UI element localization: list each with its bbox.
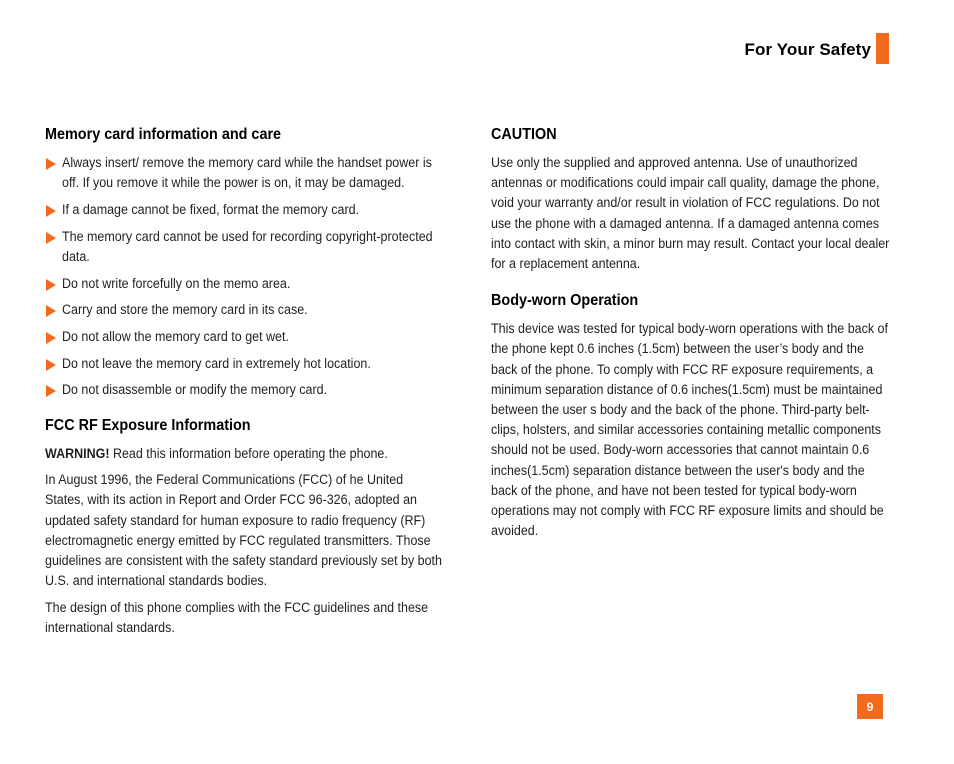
list-item: Do not disassemble or modify the memory card.	[45, 380, 445, 400]
page-header-title: For Your Safety	[744, 40, 871, 59]
triangle-bullet-icon	[46, 385, 56, 397]
caution-body: Use only the supplied and approved antenna. Use of unauthorized antennas or modifications could impair call quality, damage the phone, void your warranty and/or result in violation of FCC regulations. Do not use the phone with a damaged antenna. If a damaged antenna comes into contact with skin, a minor burn may result. Contact your local dealer for a replacement antenna.	[491, 155, 890, 273]
fcc-paragraph-2: The design of this phone complies with the FCC guidelines and these international standards.	[45, 599, 429, 637]
list-item: Carry and store the memory card in its case.	[45, 300, 445, 320]
warning-paragraph	[45, 444, 445, 464]
triangle-bullet-icon	[46, 205, 56, 217]
body-worn-body: This device was tested for typical body-worn operations with the back of the phone kept 0.6 inches (1.5cm) between the user’s body and the back of the phone. To comply with FCC RF exposure requirements, a minimum separation distance of 0.6 inches(1.5cm) must be maintained between the user s body and the back of the phone. Third-party belt-clips, holsters, and similar accessories containing metallic components should not be used. Body-worn accessories that cannot maintain 0.6 inches(1.5cm) separation distance between the user's body and the back of the phone, and have not been tested for typical body-worn operations may not comply with FCC RF exposure limits and should be avoided.	[491, 321, 888, 540]
list-item: Do not write forcefully on the memo area.	[45, 274, 445, 294]
list-item: Do not allow the memory card to get wet.	[45, 327, 445, 347]
triangle-bullet-icon	[46, 305, 56, 317]
list-item: If a damage cannot be fixed, format the memory card.	[45, 200, 445, 220]
fcc-rf-heading: FCC RF Exposure Information	[45, 416, 251, 434]
left-column	[45, 125, 445, 645]
memory-card-list	[45, 153, 445, 401]
fcc-paragraph-1: In August 1996, the Federal Communications (FCC) of he United States, with its action in Report and Order FCC 96-326, adopted an updated safety standard for human exposure to radio frequency (RF) electromagnetic energy emitted by FCC regulated transmitters. Those guidelines are consistent with the safety standard previously set by both U.S. and international standards bodies.	[45, 472, 442, 590]
list-item: Always insert/ remove the memory card while the handset power is off. If you remove it while the power is on, it may be damaged.	[45, 153, 445, 193]
triangle-bullet-icon	[46, 158, 56, 170]
page-number-badge: 9	[857, 694, 883, 719]
list-item: The memory card cannot be used for recording copyright-protected data.	[45, 227, 445, 267]
caution-heading: CAUTION	[491, 126, 557, 143]
list-item: Do not leave the memory card in extremely hot location.	[45, 354, 445, 374]
warning-label: WARNING!	[45, 445, 110, 462]
triangle-bullet-icon	[46, 332, 56, 344]
triangle-bullet-icon	[46, 359, 56, 371]
triangle-bullet-icon	[46, 279, 56, 291]
header-accent-bar	[876, 33, 889, 64]
triangle-bullet-icon	[46, 232, 56, 244]
fcc-body	[45, 444, 445, 639]
right-column	[491, 125, 891, 541]
memory-card-heading: Memory card information and care	[45, 126, 282, 143]
warning-text: Read this information before operating the phone.	[109, 445, 388, 462]
body-worn-heading: Body-worn Operation	[491, 292, 639, 310]
